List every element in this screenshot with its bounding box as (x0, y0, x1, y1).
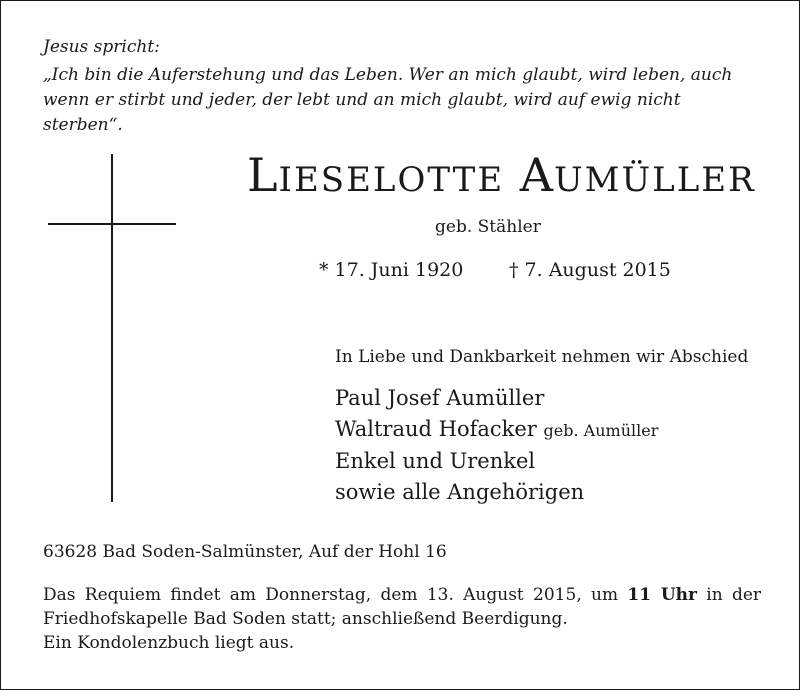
address: 63628 Bad Soden-Salmünster, Auf der Hohl 16 (43, 542, 447, 562)
maiden-name: geb. Stähler (435, 217, 541, 237)
condolence-note: Ein Kondolenzbuch liegt aus. (43, 633, 295, 653)
name-last-initial: A (519, 148, 555, 202)
service-info: Das Requiem findet am Donnerstag, dem 13. August 2015, um 11 Uhr in der Friedhofskapelle Bad Soden statt; anschließend Beerdigung. Ein Kondolenzbuch liegt aus. (43, 585, 762, 653)
mourners-list (335, 383, 658, 508)
bible-quote: „Ich bin die Auferstehung und das Leben. Wer an mich glaubt, wird leben, auch wenn er stirbt und jeder, der lebt und an mich glaubt, wird auf ewig nicht sterben“. (43, 65, 733, 135)
service-time: 11 Uhr (627, 585, 697, 605)
mourner-suffix: geb. Aumüller (543, 421, 659, 440)
birth-date: * 17. Juni 1920 (319, 259, 464, 281)
mourner: Paul Josef Aumüller (335, 386, 545, 410)
cross-icon-bar (48, 223, 176, 225)
mourner: Waltraud Hofacker geb. Aumüller (335, 417, 659, 441)
cross-icon (111, 154, 113, 502)
deceased-name (247, 148, 756, 206)
name-first-initial: L (247, 148, 279, 202)
quote-intro: Jesus spricht: (43, 37, 160, 57)
death-date: † 7. August 2015 (509, 259, 671, 281)
mourner: Enkel und Urenkel (335, 449, 536, 473)
farewell-line: In Liebe und Dankbarkeit nehmen wir Abschied (335, 347, 749, 367)
mourner: sowie alle Angehörigen (335, 480, 585, 504)
name-last-rest: UMÜLLER (554, 160, 756, 200)
name-first-rest: IESELOTTE (278, 160, 505, 200)
